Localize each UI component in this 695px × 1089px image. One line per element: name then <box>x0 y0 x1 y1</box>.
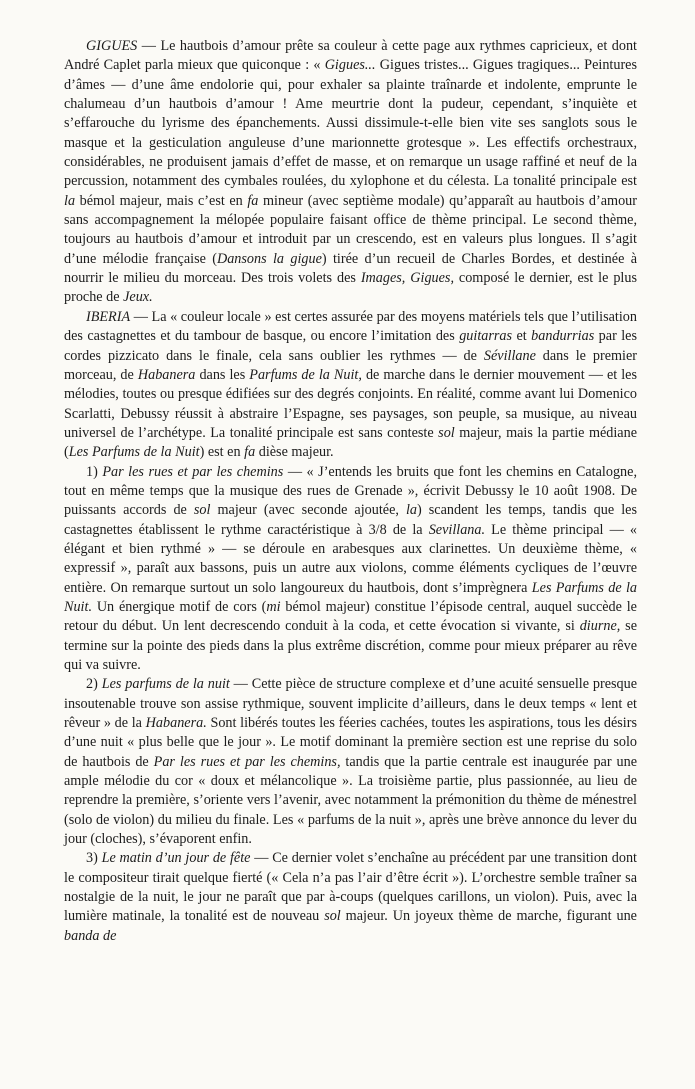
paragraph-matin <box>64 849 637 946</box>
text-run: ) tirée d’un recueil de Charles Bordes, et destinée à nourrir le milieu du morceau. Des trois volets des <box>64 250 638 287</box>
italic-run: la <box>405 502 418 519</box>
text-run: mineur (avec septième modale) qu’apparaît au hautbois d’amour sans accompagnement la mélopée populaire faisant office de thème principal. Le second thème, toujours au hautbois d’amour et introduit par un crescendo, est en valeurs plus longues. Il s’agit d’une mélodie française ( <box>64 192 637 267</box>
text-run: 3) <box>86 850 102 867</box>
italic-run: Les Parfums de la Nuit. <box>64 579 637 615</box>
italic-run: Parfums de la Nuit, <box>249 366 362 383</box>
body-text <box>64 37 637 946</box>
text-run: — Ce dernier volet s’enchaîne au précédent par une transition dont le compositeur tirait quelque fierté (« Cela n’a pas l’air d’être écrit »). L’orchestre semble traîner sa nostalgie de la nuit, le jour ne paraît que par à-coups (quelques carillons, un violon). Puis, avec la lumière matinale, la tonalité est de nouveau <box>64 850 637 925</box>
italic-run: Jeux. <box>123 289 153 306</box>
text-run: de marche dans le dernier mouvement — et les mélodies, toutes ou presque édifiées sur des degrés conjoints. En réalité, comme avant lui Domenico Scarlatti, Debussy réussit à abstraire l’Espagne, ses paysages, son peuple, sa musique, au niveau universel de l’archétype. La tonalité principale est sans conteste <box>64 366 637 441</box>
italic-run: Habanera <box>137 366 196 383</box>
italic-run: sol <box>324 908 341 925</box>
paragraph-gigues <box>64 37 637 308</box>
italic-run: Les parfums de la nuit <box>101 676 230 693</box>
text-run: Un énergique motif de cors ( <box>92 598 267 615</box>
italic-run: Le matin d’un jour de fête <box>101 850 251 867</box>
text-run: se termine sur la pointe des pieds dans la plus extrême discrétion, comme pour mieux préparer au rêve qui va suivre. <box>64 618 637 673</box>
text-run: ) scandent les temps, tandis que les castagnettes établissent le rythme caractéristique à 3/8 de la <box>64 502 637 538</box>
text-run: dans les <box>195 366 250 383</box>
text-run: — La « couleur locale » est certes assurée par des moyens matériels tels que l’utilisation des castagnettes et du tambour de basque, ou encore l’imitation des <box>64 308 637 345</box>
italic-run: Par les rues et par les chemins <box>102 463 284 480</box>
italic-run: Habanera. <box>145 715 207 732</box>
text-run: ) est en <box>199 444 245 461</box>
text-run: par les cordes pizzicato dans le finale, cela sans oublier les rythmes — de <box>64 328 637 364</box>
italic-run: Sévillane <box>483 347 536 364</box>
text-run: 1) <box>86 463 103 480</box>
italic-run: diurne, <box>579 618 621 635</box>
text-run: Sont libérés toutes les féeries cachées, toutes les aspirations, tous les désirs d’une nuit « plus belle que le jour ». Le motif dominant la première section est une reprise du solo de hautbois de <box>64 715 637 770</box>
italic-run: sol <box>193 502 211 519</box>
text-run: Le thème principal — « élégant et bien rythmé » — se déroule en arabesques aux clarinettes. Un deuxième thème, « expressif », paraît aux bassons, puis un autre aux violons, comme éléments cycliques de l’œuvre entière. On remarque surtout un solo langoureux du hautbois, dont s’imprègnera <box>64 521 637 596</box>
italic-run: Par les rues et par les chemins, <box>153 753 341 770</box>
italic-run: Images, Gigues, <box>360 270 454 287</box>
text-run: majeur (avec seconde ajoutée, <box>210 502 406 519</box>
text-run: — Le hautbois d’amour prête sa couleur à cette page aux rythmes capricieux, et dont André Caplet parla mieux que quiconque : « <box>64 38 637 74</box>
paragraph-par-les-rues <box>64 463 637 676</box>
text-run: dans le premier morceau, de <box>64 347 637 383</box>
italic-run: la <box>64 192 76 209</box>
text-run: — Cette pièce de structure complexe et d’une acuité sensuelle presque insoutenable trouve son assise rythmique, souvent implicite d’ailleurs, dans le deux temps « lent et rêveur » de la <box>64 676 637 732</box>
italic-run: Sevillana. <box>428 521 486 538</box>
italic-run: fa <box>247 192 259 209</box>
italic-run: Dansons la gigue <box>216 250 322 267</box>
text-run: 2) <box>86 676 102 693</box>
text-run: bémol majeur, mais c’est en <box>75 192 248 209</box>
text-run: Gigues tristes... Gigues tragiques... Peintures d’âmes — d’une âme endolorie qui, pour exhaler sa plainte traînarde et indolente, emprunte le chalumeau d’un hautbois d’amour ! Ame meurtrie dont la pudeur, cependant, s’inquiète et s’effarouche du lyrisme des épanchements. Aussi dissimule-t-elle bien vite ses sanglots sous le masque et la gesticulation anguleuse d’une marionnette grotesque ». Les effectifs orchestraux, considérables, ne produisent jamais d’effet de masse, et on remarque un usage raffiné et neuf de la percussion, notamment des cymbales roulées, du xylophone et du célesta. La tonalité principale est <box>64 57 637 190</box>
italic-run: mi <box>266 598 281 615</box>
italic-run: bandurrias <box>531 328 595 345</box>
text-run: — « J’entends les bruits que font les chemins en Catalogne, tout en même temps que la musique des rues de Grenade », écrivit Debussy le 10 août 1908. De puissants accords de <box>64 463 637 519</box>
text-run: majeur. Un joyeux thème de marche, figurant une <box>340 908 637 925</box>
italic-run: guitarras <box>459 328 513 345</box>
text-run: et <box>512 328 532 345</box>
paragraph-parfums <box>64 675 637 849</box>
text-run: bémol majeur) constitue l’épisode central, auquel succède le retour du début. Un lent decrescendo conduit à la coda, et cette évocation si vivante, si <box>64 598 637 635</box>
italic-run: Gigues... <box>324 57 376 74</box>
italic-run: banda de <box>64 927 117 944</box>
paragraph-iberia <box>64 308 637 463</box>
italic-run: IBERIA <box>86 308 131 325</box>
text-run: majeur, mais la partie médiane ( <box>64 424 637 461</box>
text-run: composé le dernier, est le plus proche de <box>64 270 637 306</box>
italic-run: fa <box>244 444 256 461</box>
text-run: tandis que la partie centrale est inaugurée par une ample mélodie du cor « doux et mélancolique ». La troisième partie, plus passionnée, au lieu de reprendre la première, s’oriente vers l’avenir, avec notamment la prémonition du thème de ménestrel (solo de violon) du milieu du finale. Les « parfums de la nuit », après une brève annonce du lever du jour (cloches), s’évaporent enfin. <box>64 753 637 848</box>
italic-run: sol <box>438 424 455 441</box>
italic-run: GIGUES <box>86 38 138 54</box>
text-run: dièse majeur. <box>255 444 334 461</box>
italic-run: Les Parfums de la Nuit <box>68 444 200 461</box>
